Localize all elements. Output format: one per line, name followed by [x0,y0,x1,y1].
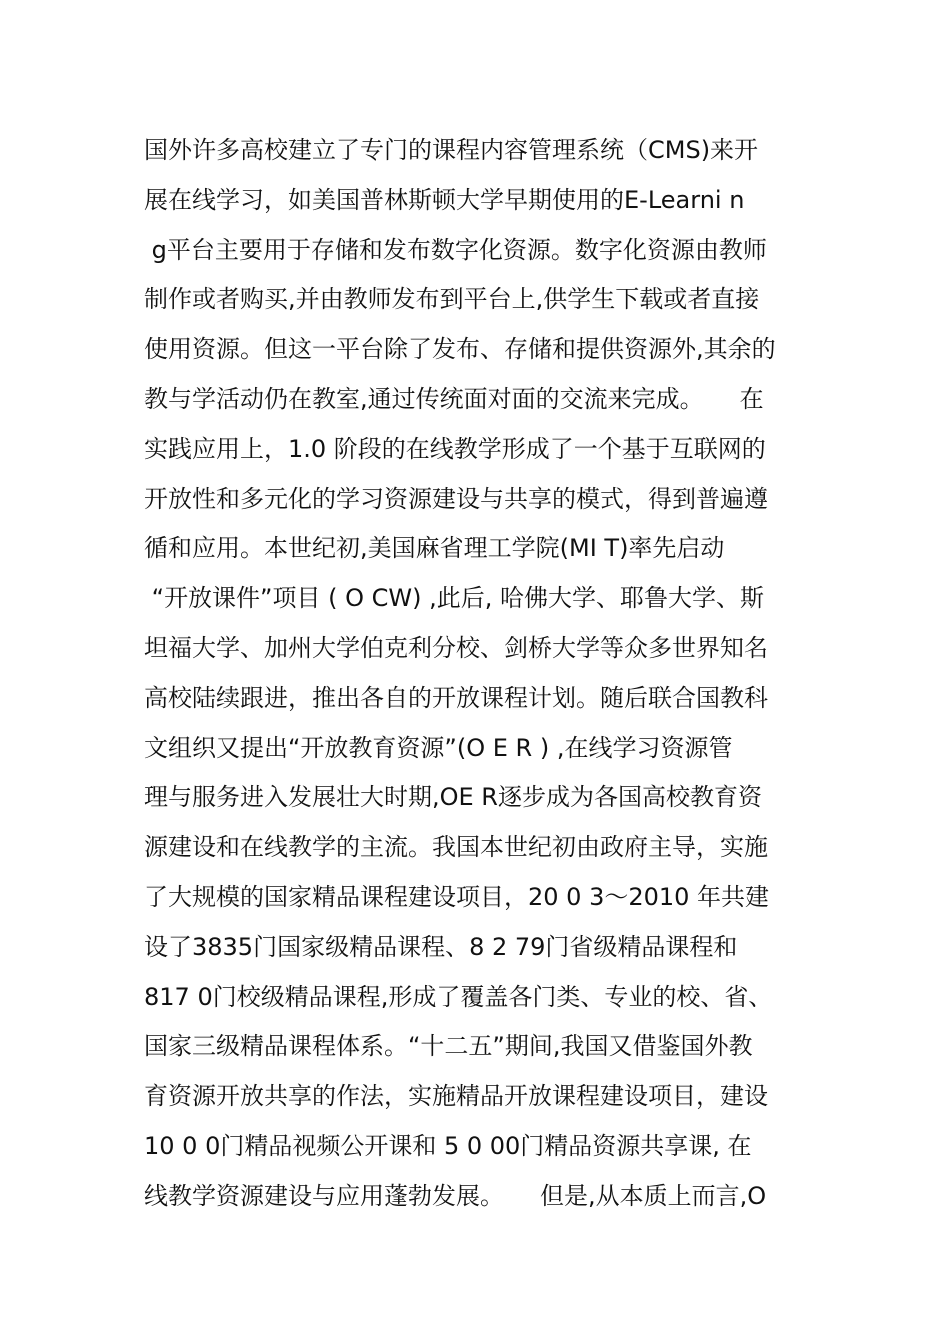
text-line-6: 教与学活动仍在教室,通过传统面对面的交流来完成。 在 [144,384,764,413]
text-line-9: 循和应用。本世纪初,美国麻省理工学院(MI T)率先启动 [144,534,725,563]
text-line-20: 育资源开放共享的作法，实施精品开放课程建设项目，建设 [144,1082,768,1111]
text-line-5: 使用资源。但这一平台除了发布、存储和提供资源外,其余的 [144,335,776,364]
text-line-12: 高校陆续跟进，推出各自的开放课程计划。随后联合国教科 [144,683,768,712]
text-line-22: 线教学资源建设与应用蓬勃发展。 但是,从本质上而言,O [144,1181,767,1210]
text-line-10: “开放课件”项目 ( O CW) ,此后, 哈佛大学、耶鲁大学、斯 [144,584,765,613]
text-line-11: 坦福大学、加州大学伯克利分校、剑桥大学等众多世界知名 [144,633,768,662]
text-line-17: 设了3835门国家级精品课程、8 2 79门省级精品课程和 [144,932,738,961]
text-line-18: 817 0门校级精品课程,形成了覆盖各门类、专业的校、省、 [144,982,773,1011]
text-line-14: 理与服务进入发展壮大时期,OE R逐步成为各国高校教育资 [144,783,762,812]
text-line-4: 制作或者购买,并由教师发布到平台上,供学生下载或者直接 [144,285,760,314]
text-line-8: 开放性和多元化的学习资源建设与共享的模式，得到普遍遵 [144,484,768,513]
text-line-16: 了大规模的国家精品课程建设项目，20 0 3～2010 年共建 [144,882,770,911]
text-line-3: g平台主要用于存储和发布数字化资源。数字化资源由教师 [144,235,767,264]
text-line-1: 国外许多高校建立了专门的课程内容管理系统（CMS)来开 [144,136,759,164]
body-text [144,126,816,1222]
text-line-2: 展在线学习，如美国普林斯顿大学早期使用的E-Learni n [144,185,745,214]
text-line-15: 源建设和在线教学的主流。我国本世纪初由政府主导，实施 [144,833,768,862]
text-line-19: 国家三级精品课程体系。“十二五”期间,我国又借鉴国外教 [144,1032,753,1061]
text-line-7: 实践应用上，1.0 阶段的在线教学形成了一个基于互联网的 [144,434,766,463]
text-line-13: 文组织又提出“开放教育资源”(O E R ) ,在线学习资源管 [144,733,733,762]
text-line-21: 10 0 0门精品视频公开课和 5 0 00门精品资源共享课, 在 [144,1131,752,1160]
